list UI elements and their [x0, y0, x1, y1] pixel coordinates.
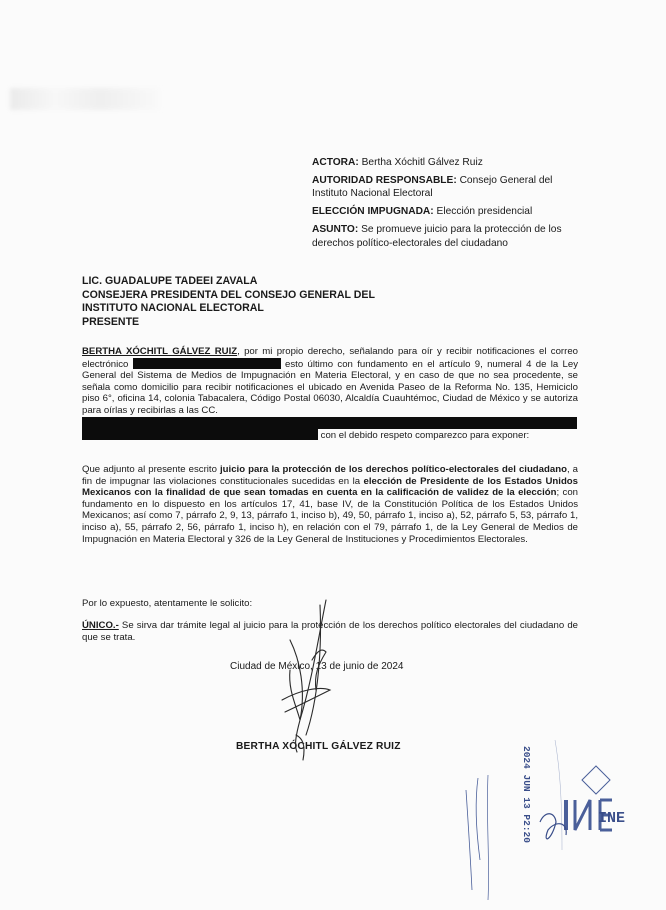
addressee-institution: INSTITUTO NACIONAL ELECTORAL: [82, 302, 264, 315]
stamp-date: 2024 JUN 13 P2:20: [521, 746, 532, 843]
paragraph-intro: BERTHA XÓCHITL GÁLVEZ RUIZ, por mi propio derecho, señalando para oír y recibir notificaciones el correo electrónico esto último con fundamento en el artículo 9, numeral 4 de la Ley General del Sistema de Medios de Impugnación en Materia Electoral, y en caso de que no sea procedente, se señala como domicilio para recibir notificaciones el ubicado en Avenida Paseo de la Reforma No. 135, Hemiciclo piso 6°, oficina 14, colonia Tabacalera, Código Postal 06030, Alcaldía Cuauhtémoc, Ciudad de México y se autoriza para oírlas y recibirlas a las CC. con el debido respeto comparezco para exponer:: [82, 346, 578, 441]
addressee-name: LIC. GUADALUPE TADEEI ZAVALA: [82, 275, 258, 287]
received-stamp: [466, 740, 612, 900]
header-asunto: ASUNTO: Se promueve juicio para la protección de los derechos político-electorales del ciudadano: [312, 223, 562, 249]
header-autoridad: AUTORIDAD RESPONSABLE: Consejo General del Instituto Nacional Electoral: [312, 174, 553, 200]
paragraph-request: Por lo expuesto, atentamente le solicito:: [82, 598, 253, 609]
paragraph-unico: ÚNICO.- Se sirva dar trámite legal al juicio para la protección de los derechos político electorales del ciudadano de que se trata.: [82, 620, 578, 643]
petitioner-name: BERTHA XÓCHITL GÁLVEZ RUIZ: [82, 346, 238, 357]
signature-mark: [282, 600, 330, 760]
addressee-presente: PRESENTE: [82, 315, 140, 328]
header-eleccion: ELECCIÓN IMPUGNADA: Elección presidencial: [312, 206, 533, 218]
stamp-logo: INE: [598, 810, 626, 827]
header-actora: ACTORA: Bertha Xóchitl Gálvez Ruiz: [312, 157, 483, 168]
addressee-title: CONSEJERA PRESIDENTA DEL CONSEJO GENERAL DEL: [82, 288, 375, 301]
paragraph-petition: Que adjunto al presente escrito juicio para la protección de los derechos político-electorales del ciudadano, a fin de impugnar las violaciones constitucionales sucedidas en la elección de Presidente de los Estados Unidos Mexicanos con la finalidad de que sean tomadas en cuenta en la calificación de validez de la elección; con fundamento en lo dispuesto en los artículos 17, 41, base IV, de la Constitución Política de los Estados Unidos Mexicanos; así como 7, párrafo 2, 9, 13, párrafo 1, inciso b), 49, 50, párrafo 1, inciso a), 52, párrafo 5, 53, párrafo 1, inciso a), 55, párrafo 2, 56, párrafo 1, inciso h), en relación con el 79, párrafo 1, de la Ley General de Medios de Impugnación en Materia Electoral y 326 de la Ley General de Instituciones y Procedimientos Electorales.: [82, 464, 579, 545]
place-date: Ciudad de México, 13 de junio de 2024: [230, 661, 404, 672]
signer-name: BERTHA XÓCHITL GÁLVEZ RUIZ: [236, 741, 401, 752]
